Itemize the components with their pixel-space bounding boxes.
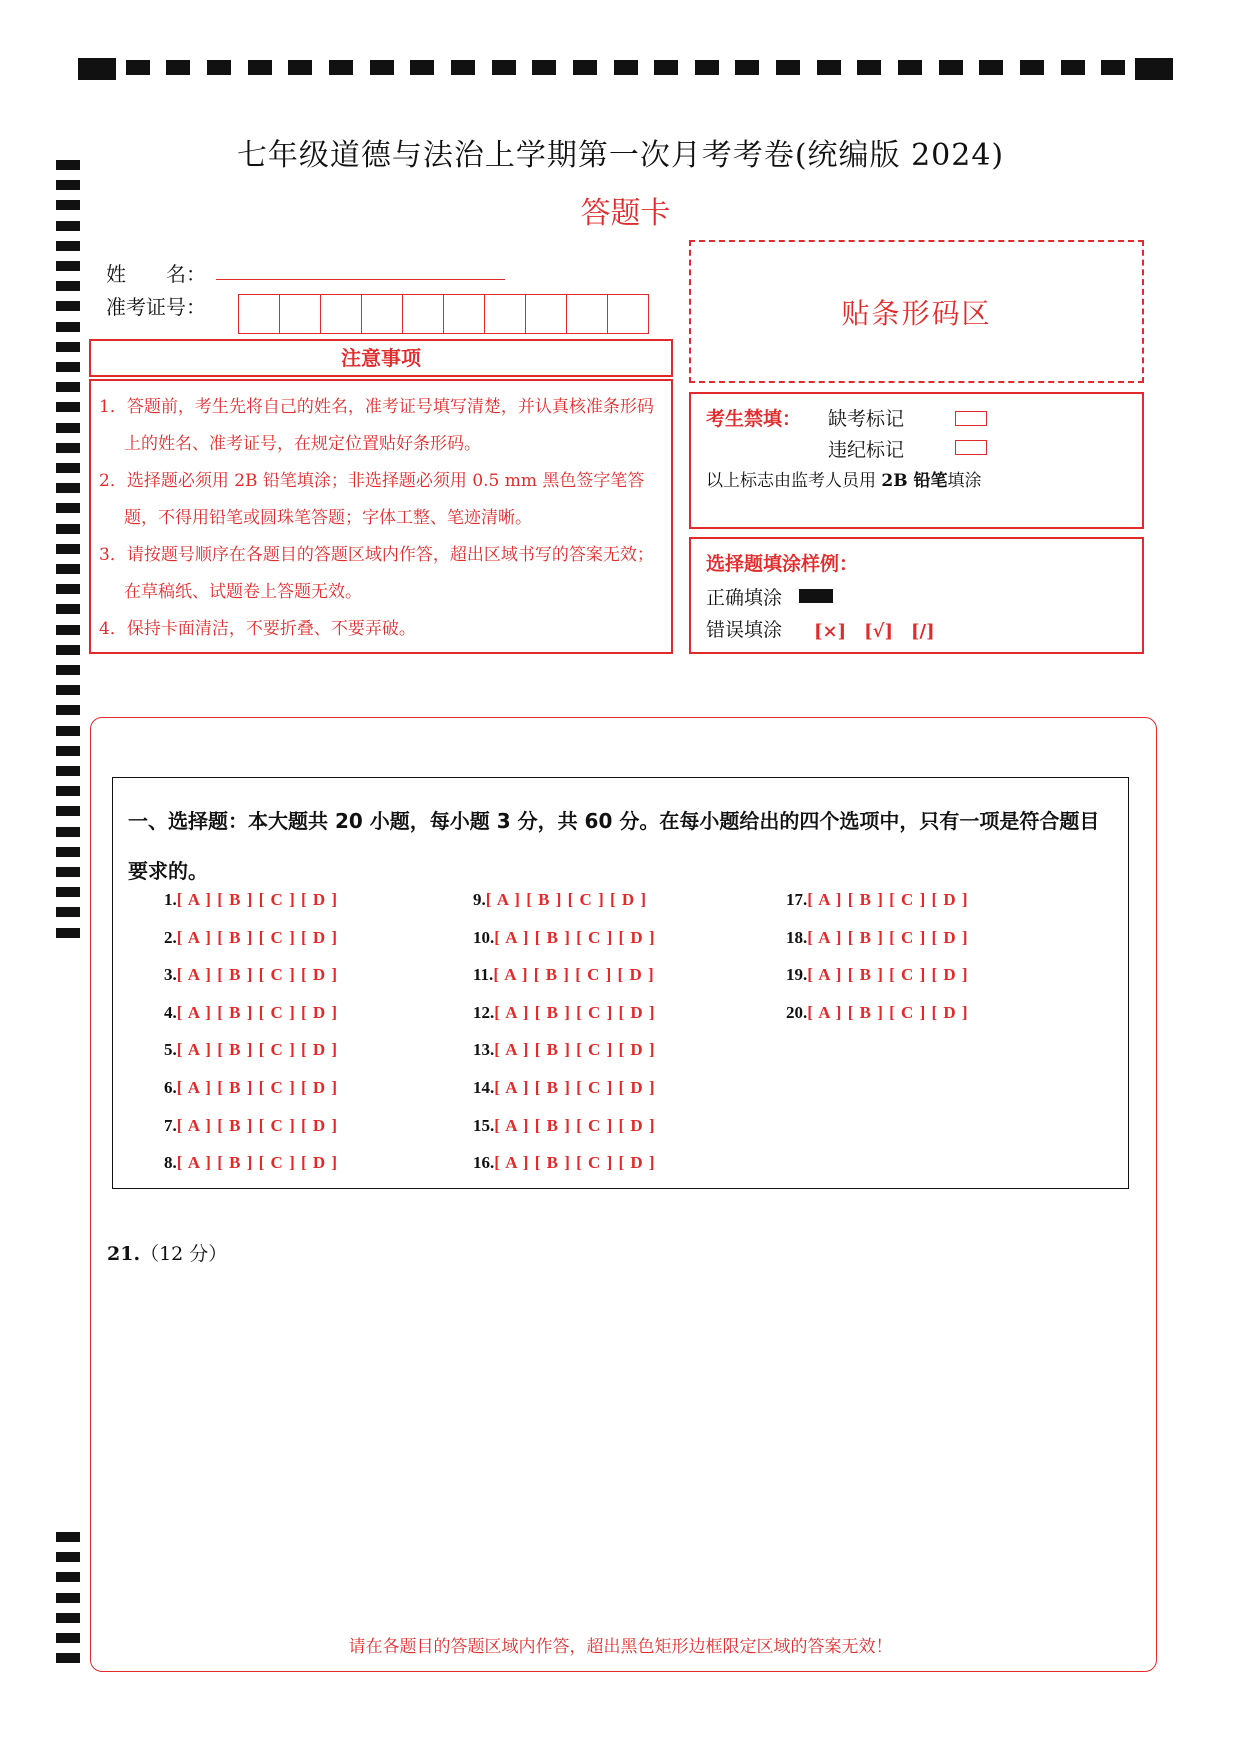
barcode-label: 贴条形码区 [841,296,992,330]
question-row[interactable] [164,1040,338,1060]
question-number: 11. [473,965,494,985]
timing-mark [695,60,719,75]
question-number: 18. [786,927,808,947]
timing-mark [56,544,80,554]
question-row[interactable] [473,1040,656,1060]
timing-mark [166,60,190,75]
timing-mark [56,705,80,715]
timing-mark [329,60,353,75]
timing-mark [573,60,597,75]
top-timing-marks [78,58,1173,78]
question-row[interactable] [473,1078,656,1098]
question-row[interactable] [473,965,655,985]
correct-fill-label: 正确填涂 [706,587,783,609]
question-row[interactable] [473,1116,656,1136]
absent-mark-label: 缺考标记 [828,408,905,430]
question-number: 17. [786,890,808,909]
notice-body [89,379,673,654]
left-timing-marks-upper [56,160,80,940]
timing-mark [898,60,922,75]
question-row[interactable] [164,890,338,910]
exam-id-digit-box[interactable] [567,295,608,333]
timing-mark [56,564,80,574]
exam-id-digit-box[interactable] [485,295,526,333]
exam-id-digit-box[interactable] [444,295,485,333]
question-row[interactable] [164,1078,338,1098]
question-row[interactable] [473,928,656,948]
timing-mark [56,928,80,938]
name-label: 姓 名： [106,262,206,286]
question-options[interactable]: [ A ] [ B ] [ C ] [ D ] [176,927,339,947]
exam-id-digit-box[interactable] [608,295,648,333]
question-number: 3. [164,965,177,985]
timing-mark [979,60,1003,75]
timing-mark [56,362,80,372]
notice-heading: 注意事项 [89,339,673,377]
question-number: 5. [164,1040,177,1060]
timing-mark [654,60,678,75]
timing-mark [56,1552,80,1562]
question-options[interactable]: [ A ] [ B ] [ C ] [ D ] [176,965,339,985]
timing-mark [1061,60,1085,75]
question-options[interactable]: [ A ] [ B ] [ C ] [ D ] [176,1153,339,1173]
timing-mark [56,1613,80,1623]
timing-mark [56,625,80,635]
timing-mark [56,1572,80,1582]
question-number: 16. [473,1153,495,1173]
question-options[interactable]: [ A ] [ B ] [ C ] [ D ] [807,890,969,909]
exam-title: 七年级道德与法治上学期第一次月考考卷(统编版 2024) [236,138,1005,173]
question-options[interactable]: [ A ] [ B ] [ C ] [ D ] [807,927,969,947]
timing-mark [56,261,80,271]
question-row[interactable] [786,965,969,985]
question-options[interactable]: [ A ] [ B ] [ C ] [ D ] [494,927,656,947]
exam-id-digit-box[interactable] [239,295,280,333]
timing-mark [56,1532,80,1542]
question-number: 4. [164,1002,177,1022]
question-row[interactable] [786,1003,969,1023]
absent-mark-box[interactable] [955,411,987,426]
timing-mark [735,60,759,75]
timing-mark [1020,60,1044,75]
notice-item: 4．保持卡面清洁，不要折叠、不要弄破。 [99,619,416,639]
timing-mark [56,847,80,857]
question-number: 12. [473,1002,495,1022]
timing-mark [532,60,556,75]
question-number: 2. [164,927,177,947]
question-row[interactable] [164,1153,338,1173]
question-row[interactable] [473,890,647,910]
timing-mark [56,301,80,311]
fill-sample-title: 选择题填涂样例： [706,553,859,575]
question-row[interactable] [164,965,338,985]
fill-sample-box [689,537,1144,654]
timing-mark [56,665,80,675]
question-row[interactable] [786,928,969,948]
question-number: 7. [164,1115,177,1135]
answer-sheet-title: 答题卡 [580,196,671,231]
timing-mark [56,685,80,695]
exam-id-digit-box[interactable] [321,295,362,333]
question-options[interactable]: [ A ] [ B ] [ C ] [ D ] [494,1153,656,1173]
timing-mark [56,766,80,776]
timing-mark [1135,58,1173,80]
wrong-fill-label: 错误填涂 [706,619,783,641]
notice-item: 3．请按题号顺序在各题目的答题区域内作答，超出区域书写的答案无效；在草稿纸、试题卷上答题无效。 [99,545,654,602]
timing-mark [56,524,80,534]
name-field[interactable] [216,279,505,280]
exam-id-digit-box[interactable] [403,295,444,333]
timing-mark [207,60,231,75]
timing-mark [56,443,80,453]
exam-id-digit-box[interactable] [362,295,403,333]
question-number: 1. [164,890,177,909]
question-options[interactable]: [ A ] [ B ] [ C ] [ D ] [176,1002,339,1022]
proctor-only-box [689,392,1144,529]
question-options[interactable]: [ A ] [ B ] [ C ] [ D ] [494,1040,656,1060]
notice-item: 2．选择题必须用 2B 铅笔填涂；非选择题必须用 0.5 mm 黑色签字笔答题，不得用铅笔或圆珠笔答题；字体工整、笔迹清晰。 [99,471,645,528]
question-row[interactable] [164,1116,338,1136]
timing-mark [56,483,80,493]
timing-mark [56,867,80,877]
wrong-fill-examples: [×] [√] [/] [814,621,935,642]
exam-id-digit-box[interactable] [280,295,321,333]
correct-fill-example [799,589,833,603]
timing-mark [56,503,80,513]
timing-mark [56,907,80,917]
question-options[interactable]: [ A ] [ B ] [ C ] [ D ] [176,1040,339,1060]
question-options[interactable]: [ A ] [ B ] [ C ] [ D ] [807,965,969,985]
question-number: 19. [786,965,808,985]
timing-mark [56,402,80,412]
question-number: 8. [164,1153,177,1173]
question-options[interactable]: [ A ] [ B ] [ C ] [ D ] [493,965,655,985]
timing-mark [451,60,475,75]
question-number: 10. [473,927,495,947]
question-row[interactable] [164,1003,338,1023]
notice-item: 1．答题前，考生先将自己的姓名，准考证号填写清楚，并认真核准条形码上的姓名、准考证号，在规定位置贴好条形码。 [99,397,654,454]
violation-mark-label: 违纪标记 [828,439,905,461]
question-row[interactable] [473,1153,656,1173]
exam-id-digit-box[interactable] [526,295,567,333]
question-row[interactable] [473,1003,656,1023]
timing-mark [56,645,80,655]
timing-mark [78,58,116,80]
multiple-choice-instruction: 一、选择题：本大题共 20 小题，每小题 3 分，共 60 分。在每小题给出的四个选项中，只有一项是符合题目要求的。 [128,809,1100,883]
exam-id-boxes[interactable] [238,294,649,334]
timing-mark [939,60,963,75]
timing-mark [56,827,80,837]
timing-mark [56,423,80,433]
timing-mark [56,584,80,594]
timing-mark [126,60,150,75]
question-21-header: 21.（12 分） [107,1243,228,1265]
violation-mark-box[interactable] [955,440,987,455]
barcode-area [689,240,1144,383]
timing-mark [248,60,272,75]
timing-mark [56,806,80,816]
question-options[interactable]: [ A ] [ B ] [ C ] [ D ] [485,890,648,909]
timing-mark [1101,60,1125,75]
question-options[interactable]: [ A ] [ B ] [ C ] [ D ] [176,890,339,909]
timing-mark [817,60,841,75]
timing-mark [410,60,434,75]
question-row[interactable] [786,890,969,910]
question-number: 9. [473,890,486,909]
timing-mark [56,382,80,392]
question-number: 13. [473,1040,495,1060]
timing-mark [857,60,881,75]
question-number: 20. [786,1002,808,1022]
timing-mark [56,463,80,473]
timing-mark [56,786,80,796]
question-options[interactable]: [ A ] [ B ] [ C ] [ D ] [494,1115,656,1135]
proctor-only-label: 考生禁填： [706,408,802,430]
timing-mark [492,60,516,75]
timing-mark [288,60,312,75]
timing-mark [614,60,638,75]
question-number: 6. [164,1078,177,1097]
exam-id-label: 准考证号： [106,295,206,319]
proctor-note: 以上标志由监考人员用 2B 铅笔填涂 [706,471,982,491]
timing-mark [370,60,394,75]
timing-mark [56,1593,80,1603]
timing-mark [776,60,800,75]
footer-warning: 请在各题目的答题区域内作答，超出黑色矩形边框限定区域的答案无效！ [348,1637,893,1657]
timing-mark [56,322,80,332]
timing-mark [56,241,80,251]
question-options[interactable]: [ A ] [ B ] [ C ] [ D ] [176,1115,339,1135]
question-row[interactable] [164,928,338,948]
question-number: 15. [473,1115,495,1135]
timing-mark [56,726,80,736]
question-options[interactable]: [ A ] [ B ] [ C ] [ D ] [494,1002,656,1022]
timing-mark [56,746,80,756]
question-options[interactable]: [ A ] [ B ] [ C ] [ D ] [176,1078,339,1097]
timing-mark [56,604,80,614]
question-options[interactable]: [ A ] [ B ] [ C ] [ D ] [494,1078,656,1097]
timing-mark [56,281,80,291]
question-options[interactable]: [ A ] [ B ] [ C ] [ D ] [807,1002,969,1022]
question-number: 14. [473,1078,495,1097]
timing-mark [56,887,80,897]
timing-mark [56,342,80,352]
